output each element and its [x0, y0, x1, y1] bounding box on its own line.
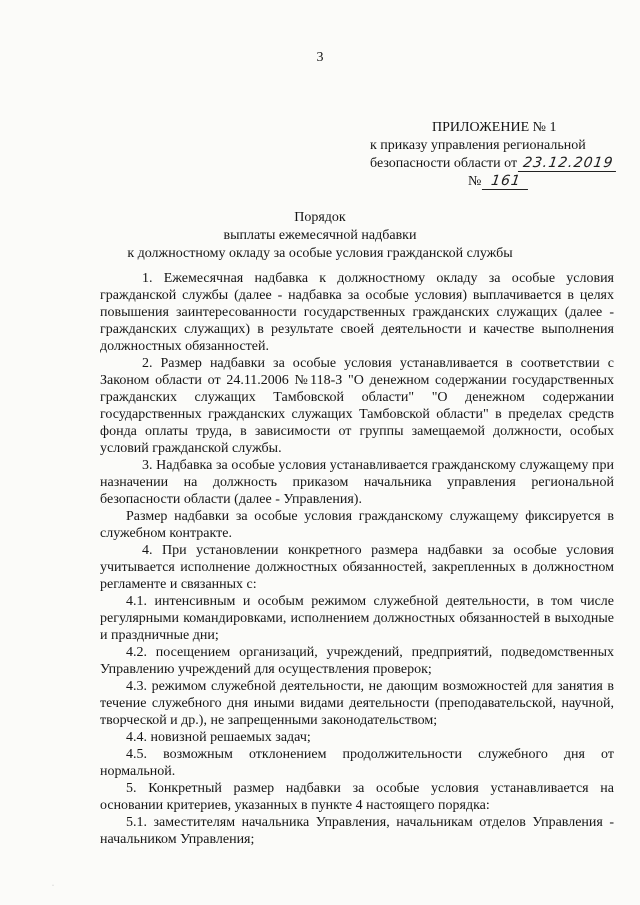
heading-line-1: Порядок: [294, 210, 346, 225]
appendix-order-line: к приказу управления региональной: [370, 138, 586, 153]
appendix-number-line: [468, 173, 529, 191]
paragraph-4-1: 4.1. интенсивным и особым режимом служебной деятельности, в том числе регулярными командировками, исполнением должностных обязанностей в выходные и праздничные дни;: [100, 594, 614, 643]
paragraph-4-4: 4.4. новизной решаемых задач;: [126, 730, 311, 745]
paragraph-4-5: 4.5. возможным отклонением продолжительности служебного дня от нормальной.: [100, 747, 614, 779]
paragraph-3: 3. Надбавка за особые условия устанавливается гражданскому служащему при назначении на должность приказом начальника управления региональной безопасности области (далее - Управления).: [100, 458, 614, 507]
paragraph-5: 5. Конкретный размер надбавки за особые условия устанавливается на основании критериев, указанных в пункте 4 настоящего порядка:: [100, 781, 614, 813]
handwritten-date: 23.12.2019: [518, 156, 618, 172]
appendix-date-line: [370, 155, 617, 173]
paragraph-3-size: Размер надбавки за особые условия гражданскому служащему фиксируется в служебном контракте.: [100, 509, 614, 541]
document-body: [100, 270, 614, 848]
document-heading: [0, 209, 640, 263]
heading-line-3: к должностному окладу за особые условия гражданской службы: [127, 246, 513, 261]
appendix-date-label: безопасности области от: [370, 156, 518, 171]
paragraph-1: 1. Ежемесячная надбавка к должностному окладу за особые условия гражданской службы (далее - надбавка за особые условия) выплачивается в целях повышения заинтересованности государственных гражданских служащих (далее - гражданских служащих) в результате своей деятельности и качестве выполнения должностных обязанностей.: [100, 271, 614, 354]
heading-line-2: выплаты ежемесячной надбавки: [223, 228, 417, 243]
paragraph-5-1: 5.1. заместителям начальника Управления, начальникам отделов Управления - начальником Управления;: [100, 815, 614, 847]
number-label: №: [468, 174, 482, 189]
paragraph-4-3: 4.3. режимом служебной деятельности, не дающим возможностей для занятия в течение служебного дня иными видами деятельности (преподавательской, научной, творческой и др.), не запрещенными законодательством;: [100, 679, 614, 728]
paragraph-4: 4. При установлении конкретного размера надбавки за особые условия учитывается исполнение должностных обязанностей, закрепленных в должностном регламенте и связанных с:: [100, 543, 614, 592]
handwritten-number: 161: [482, 174, 530, 190]
paragraph-4-2: 4.2. посещением организаций, учреждений, предприятий, подведомственных Управлению учреждений для осуществления проверок;: [100, 645, 614, 677]
scan-speck: ·: [52, 883, 54, 889]
appendix-title: ПРИЛОЖЕНИЕ № 1: [432, 120, 557, 135]
paragraph-2: 2. Размер надбавки за особые условия устанавливается в соответствии с Законом области от 24.11.2006 №118-З "О денежном содержании государственных гражданских служащих Тамбовской области" "О денежном содержании государственных гражданских служащих Тамбовской области" в пределах средств фонда оплаты труда, в зависимости от группы замещаемой должности, особых условий гражданской службы.: [100, 356, 614, 456]
page-number: 3: [316, 50, 324, 65]
